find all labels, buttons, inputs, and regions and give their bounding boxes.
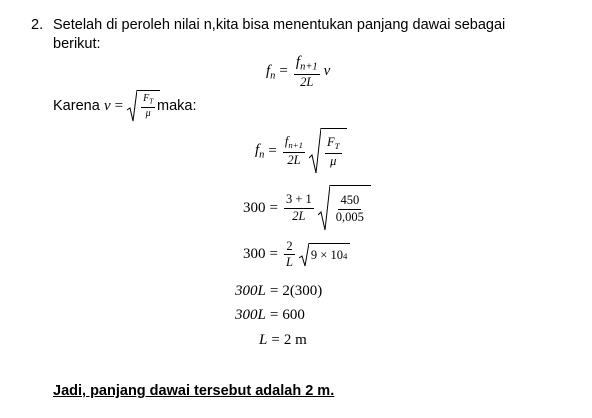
sqrt-sign: 9 × 10 4: [299, 243, 350, 267]
fraction: $\frac{3 + 1}{2L}$: [285, 192, 312, 223]
equation-2: [255, 128, 347, 174]
rhs: 2 m: [283, 332, 307, 348]
equals-sign: =: [269, 246, 278, 263]
fraction: $\frac{F_T}{\mu}$: [143, 93, 154, 120]
v-symbol: v: [323, 63, 331, 80]
lhs: L: [259, 332, 268, 348]
sqrt-sign: [318, 185, 371, 231]
equals-sign: =: [269, 283, 279, 299]
equation-1: [266, 55, 330, 89]
value-300: 300: [243, 199, 266, 216]
v-symbol: v: [104, 97, 111, 114]
intro-line-2: berikut:: [53, 36, 101, 52]
equation-7: [259, 332, 307, 349]
intro-line-1: Setelah di peroleh nilai n,kita bisa menentukan panjang dawai sebagai: [53, 17, 506, 33]
rhs: 600: [282, 307, 305, 323]
karena-label: Karena: [53, 98, 100, 114]
fn-symbol: $f_n$: [255, 141, 265, 161]
lhs: 300L: [235, 307, 266, 323]
fraction: $\frac{450}{0,005}$: [335, 193, 364, 224]
fraction: $\frac{f_{n+1}}{2L}$: [295, 54, 318, 89]
list-number: 2.: [31, 17, 44, 33]
fn-symbol: $f_n$: [266, 62, 276, 82]
sqrt-sign: [127, 90, 160, 122]
equals-sign: =: [114, 97, 124, 114]
rhs: 2(300): [282, 283, 323, 299]
conclusion: Jadi, panjang dawai tersebut adalah 2 m.: [53, 383, 335, 399]
maka-label: maka:: [157, 98, 197, 114]
equals-sign: =: [268, 142, 277, 159]
value-300: 300: [243, 246, 266, 263]
equation-4: [243, 240, 350, 269]
equation-3: [243, 185, 371, 231]
fraction: $\frac{2}{L}$: [285, 239, 293, 270]
equation-v: [104, 90, 160, 122]
equation-6: [235, 307, 305, 324]
equals-sign: =: [271, 332, 280, 348]
sqrt-sign: [309, 128, 347, 174]
equals-sign: =: [279, 63, 288, 80]
equation-5: [235, 283, 322, 300]
lhs: 300L: [235, 283, 266, 299]
fraction: $\frac{F_T}{\mu}$: [327, 135, 340, 168]
equals-sign: =: [269, 307, 279, 323]
fraction: $\frac{f_{n+1}}{2L}$: [284, 134, 304, 167]
equals-sign: =: [269, 199, 278, 216]
